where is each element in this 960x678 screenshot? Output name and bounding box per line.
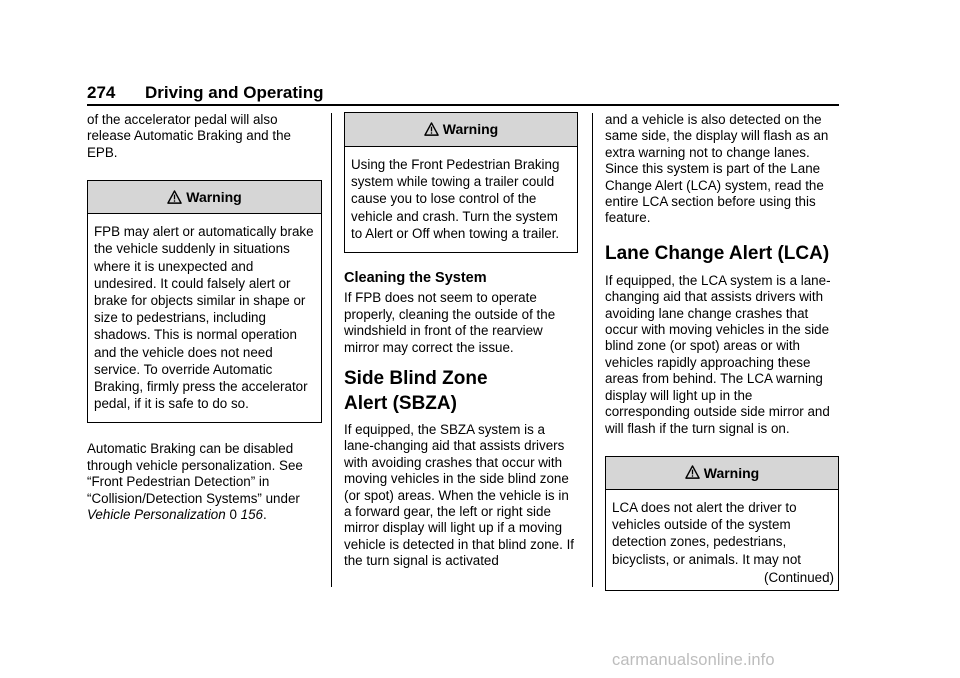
warning-icon [167, 190, 182, 205]
warning-header [88, 181, 321, 214]
column-divider [331, 113, 332, 587]
header-rule [87, 104, 839, 106]
page-header [87, 83, 839, 106]
warning-title: Warning [703, 464, 760, 481]
personalization-text: Automatic Braking can be disabled through vehicle personalization. See “Front Pedestrian Detection” in “Collision/Detection Systems” under [87, 441, 303, 506]
column-divider [592, 113, 593, 587]
sbza-heading-line-2: Alert (SBZA) [344, 393, 457, 415]
watermark: carmanualsonline.info [612, 651, 775, 669]
column-2 [344, 112, 578, 570]
reference-page[interactable]: 156 [240, 507, 263, 523]
sbza-body: If equipped, the SBZA system is a lane-changing aid that assists drivers with avoiding crashes that occur with moving vehicles in the side blind zone (or spot) areas. When the vehicle is in a forward gear, the left or right side mirror display will light up if a moving vehicle is detected in that blind zone. If the turn signal is activated [344, 422, 575, 569]
personalization-paragraph [87, 441, 322, 523]
page-number: 274 [87, 83, 116, 102]
warning-header [345, 113, 577, 147]
reference-title[interactable]: Vehicle Personalization [87, 507, 226, 523]
cleaning-heading: Cleaning the System [344, 270, 487, 287]
warning-title: Warning [186, 189, 242, 206]
warning-body: LCA does not alert the driver to vehicles outside of the system detection zones, pedestrians, bicyclists, or animals. It may not [612, 499, 802, 567]
warning-body: FPB may alert or automatically brake the vehicle suddenly in situations where it is unexpected and undesired. It could falsely alert or brake for objects similar in shape or size to pedestrians, including shadows. This is normal operation and the vehicle does not need service. To override Automatic Braking, firmly press the accelerator pedal, if it is safe to do so. [94, 224, 314, 412]
warning-box [344, 112, 578, 253]
sbza-heading [344, 366, 578, 416]
warning-box [87, 180, 322, 423]
lca-heading: Lane Change Alert (LCA) [605, 242, 830, 264]
reference-end: . [262, 507, 267, 523]
warning-header [606, 457, 838, 490]
warning-title: Warning [442, 121, 499, 138]
section-title: Driving and Operating [145, 83, 324, 102]
lca-body: If equipped, the LCA system is a lane-changing aid that assists drivers with avoiding lane change crashes that occur with moving vehicles in the side blind zone (or spot) areas or with vehicles rapidly approaching these areas from behind. The LCA warning display will light up in the corresponding outside side mirror and will flash if the turn signal is on. [605, 272, 831, 436]
cleaning-body: If FPB does not seem to operate properly, cleaning the outside of the windshield in front of the rearview mirror may correct the issue. [344, 290, 556, 355]
warning-body: Using the Front Pedestrian Braking system while towing a trailer could cause you to lose control of the vehicle and crash. Turn the system to Alert or Off when towing a trailer. [351, 157, 560, 241]
warning-icon [424, 122, 439, 137]
continued-label: (Continued) [764, 569, 834, 585]
warning-box [605, 456, 839, 591]
continued-paragraph: and a vehicle is also detected on the same side, the display will flash as an extra warning not to change lanes. Since this system is part of the Lane Change Alert (LCA) system, read the entire LCA section before using this feature. [605, 112, 829, 226]
warning-icon [685, 465, 700, 480]
sbza-heading-line-1: Side Blind Zone [344, 368, 488, 390]
column-3 [605, 112, 839, 591]
page-ref-icon: 0 [229, 507, 237, 523]
intro-paragraph: of the accelerator pedal will also release Automatic Braking and the EPB. [87, 112, 291, 160]
column-1 [87, 112, 322, 523]
